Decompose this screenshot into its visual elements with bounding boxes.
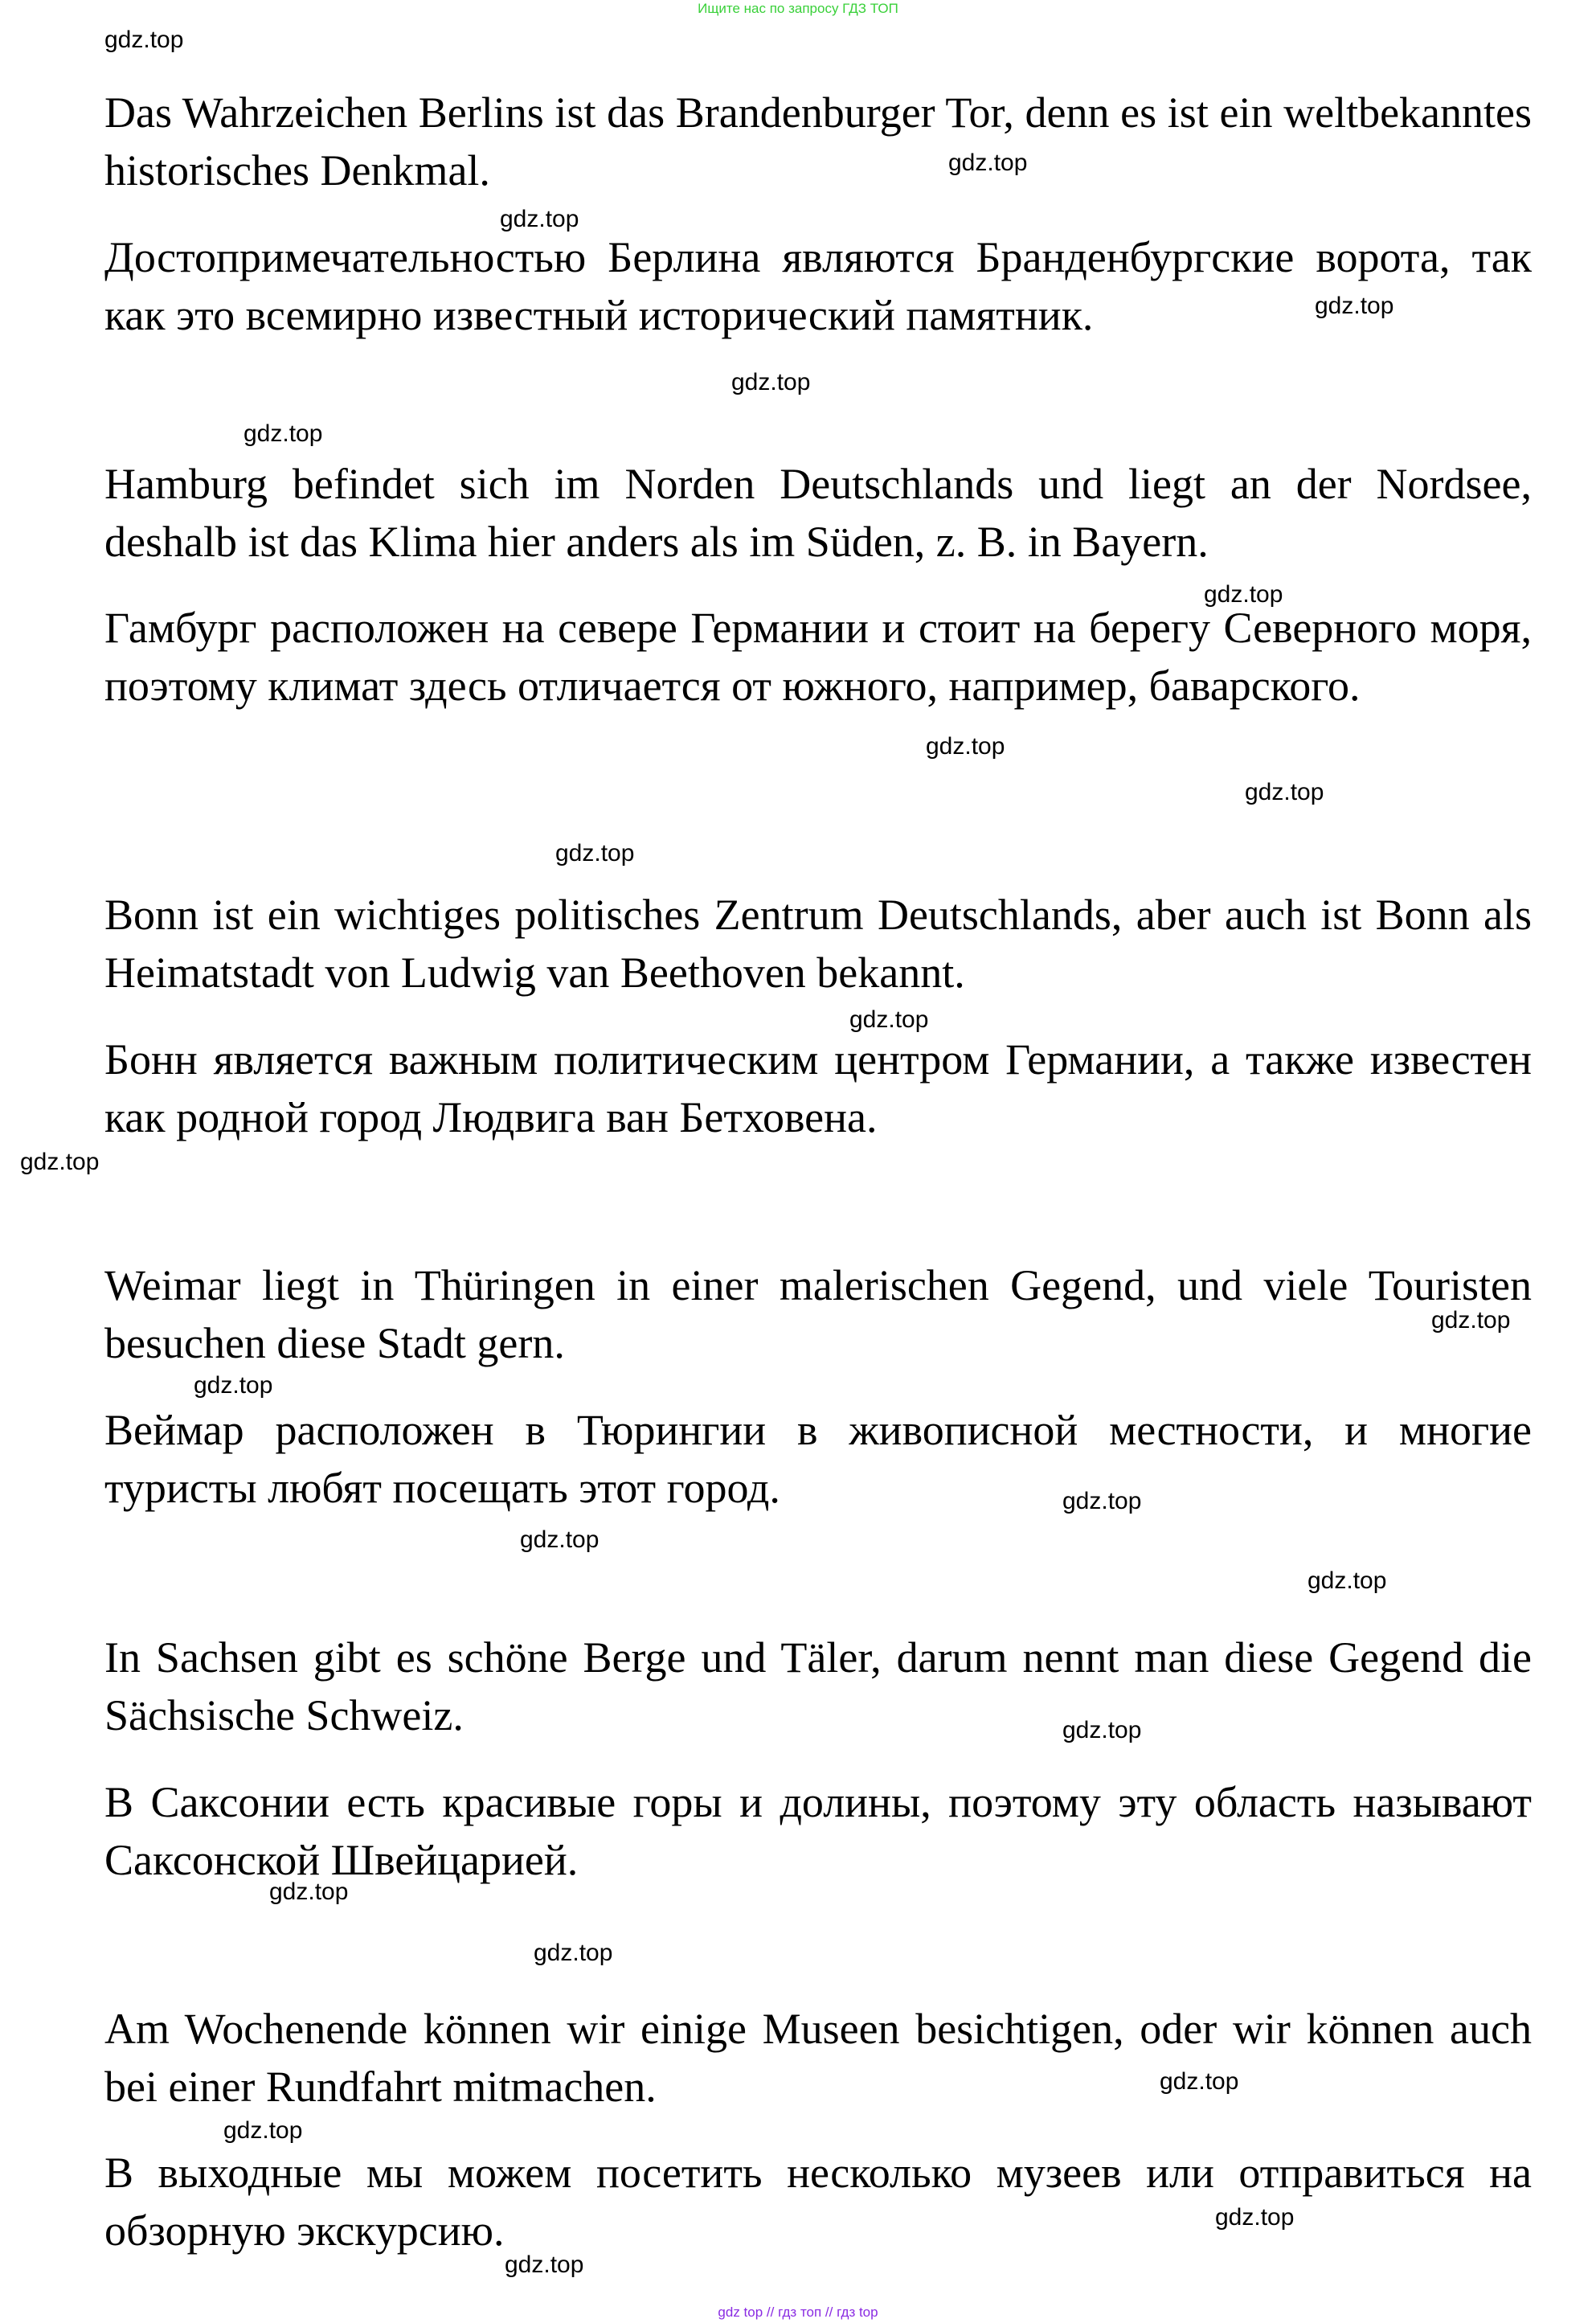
- watermark: gdz.top: [1160, 2068, 1239, 2095]
- paragraph-russian-weimar: Веймар расположен в Тюрингии в живописной местности, и многие туристы любят посещать этот город.: [104, 1406, 1532, 1512]
- watermark: gdz.top: [1204, 581, 1283, 608]
- watermark: gdz.top: [194, 1372, 273, 1399]
- watermark: gdz.top: [1062, 1717, 1142, 1743]
- watermark: gdz.top: [731, 369, 811, 395]
- watermark: gdz.top: [849, 1006, 929, 1033]
- watermark: gdz.top: [1431, 1307, 1511, 1334]
- watermark: gdz.top: [20, 1149, 100, 1175]
- watermark: gdz.top: [1245, 779, 1324, 805]
- paragraph-german-berlin: Das Wahrzeichen Berlins ist das Brandenburger Tor, denn es ist ein weltbekanntes historisches Denkmal.: [104, 88, 1532, 195]
- top-search-banner: Ищите нас по запросу ГДЗ ТОП: [698, 1, 898, 16]
- watermark: gdz.top: [555, 840, 635, 867]
- watermark: gdz.top: [1307, 1567, 1387, 1594]
- paragraph-russian-bonn: Бонн является важным политическим центром Германии, а также известен как родной город Людвига ван Бетховена.: [104, 1035, 1532, 1141]
- paragraph-russian-berlin: Достопримечательностью Берлина являются Бранденбургские ворота, так как это всемирно известный исторический памятник.: [104, 233, 1532, 339]
- watermark: gdz.top: [1062, 1488, 1142, 1514]
- paragraph-german-hamburg: Hamburg befindet sich im Norden Deutschlands und liegt an der Nordsee, deshalb ist das Klima hier anders als im Süden, z. B. in Bayern.: [104, 460, 1532, 566]
- paragraph-russian-wochenende: В выходные мы можем посетить несколько музеев или отправиться на обзорную экскурсию.: [104, 2149, 1532, 2255]
- paragraph-german-sachsen: In Sachsen gibt es schöne Berge und Täler, darum nennt man diese Gegend die Sächsische Schweiz.: [104, 1633, 1532, 1739]
- bottom-footer-banner: gdz top // гдз топ // гдз top: [718, 2305, 878, 2320]
- watermark: gdz.top: [520, 1526, 600, 1553]
- watermark: gdz.top: [269, 1878, 349, 1905]
- paragraph-russian-sachsen: В Саксонии есть красивые горы и долины, поэтому эту область называют Саксонской Швейцарией.: [104, 1778, 1532, 1884]
- watermark: gdz.top: [223, 2117, 303, 2144]
- watermark: gdz.top: [104, 27, 184, 53]
- paragraph-german-bonn: Bonn ist ein wichtiges politisches Zentrum Deutschlands, aber auch ist Bonn als Heimatstadt von Ludwig van Beethoven bekannt.: [104, 891, 1532, 997]
- watermark: gdz.top: [505, 2251, 584, 2278]
- paragraph-german-weimar: Weimar liegt in Thüringen in einer malerischen Gegend, und viele Touristen besuchen diese Stadt gern.: [104, 1261, 1532, 1367]
- watermark: gdz.top: [926, 733, 1005, 760]
- paragraph-russian-hamburg: Гамбург расположен на севере Германии и стоит на берегу Северного моря, поэтому климат здесь отличается от южного, например, баварского.: [104, 604, 1532, 710]
- watermark: gdz.top: [1315, 293, 1394, 319]
- paragraph-german-wochenende: Am Wochenende können wir einige Museen besichtigen, oder wir können auch bei einer Rundfahrt mitmachen.: [104, 2005, 1532, 2111]
- watermark: gdz.top: [534, 1940, 613, 1966]
- watermark: gdz.top: [243, 420, 323, 447]
- watermark: gdz.top: [948, 150, 1028, 176]
- watermark: gdz.top: [500, 206, 579, 232]
- watermark: gdz.top: [1215, 2204, 1295, 2231]
